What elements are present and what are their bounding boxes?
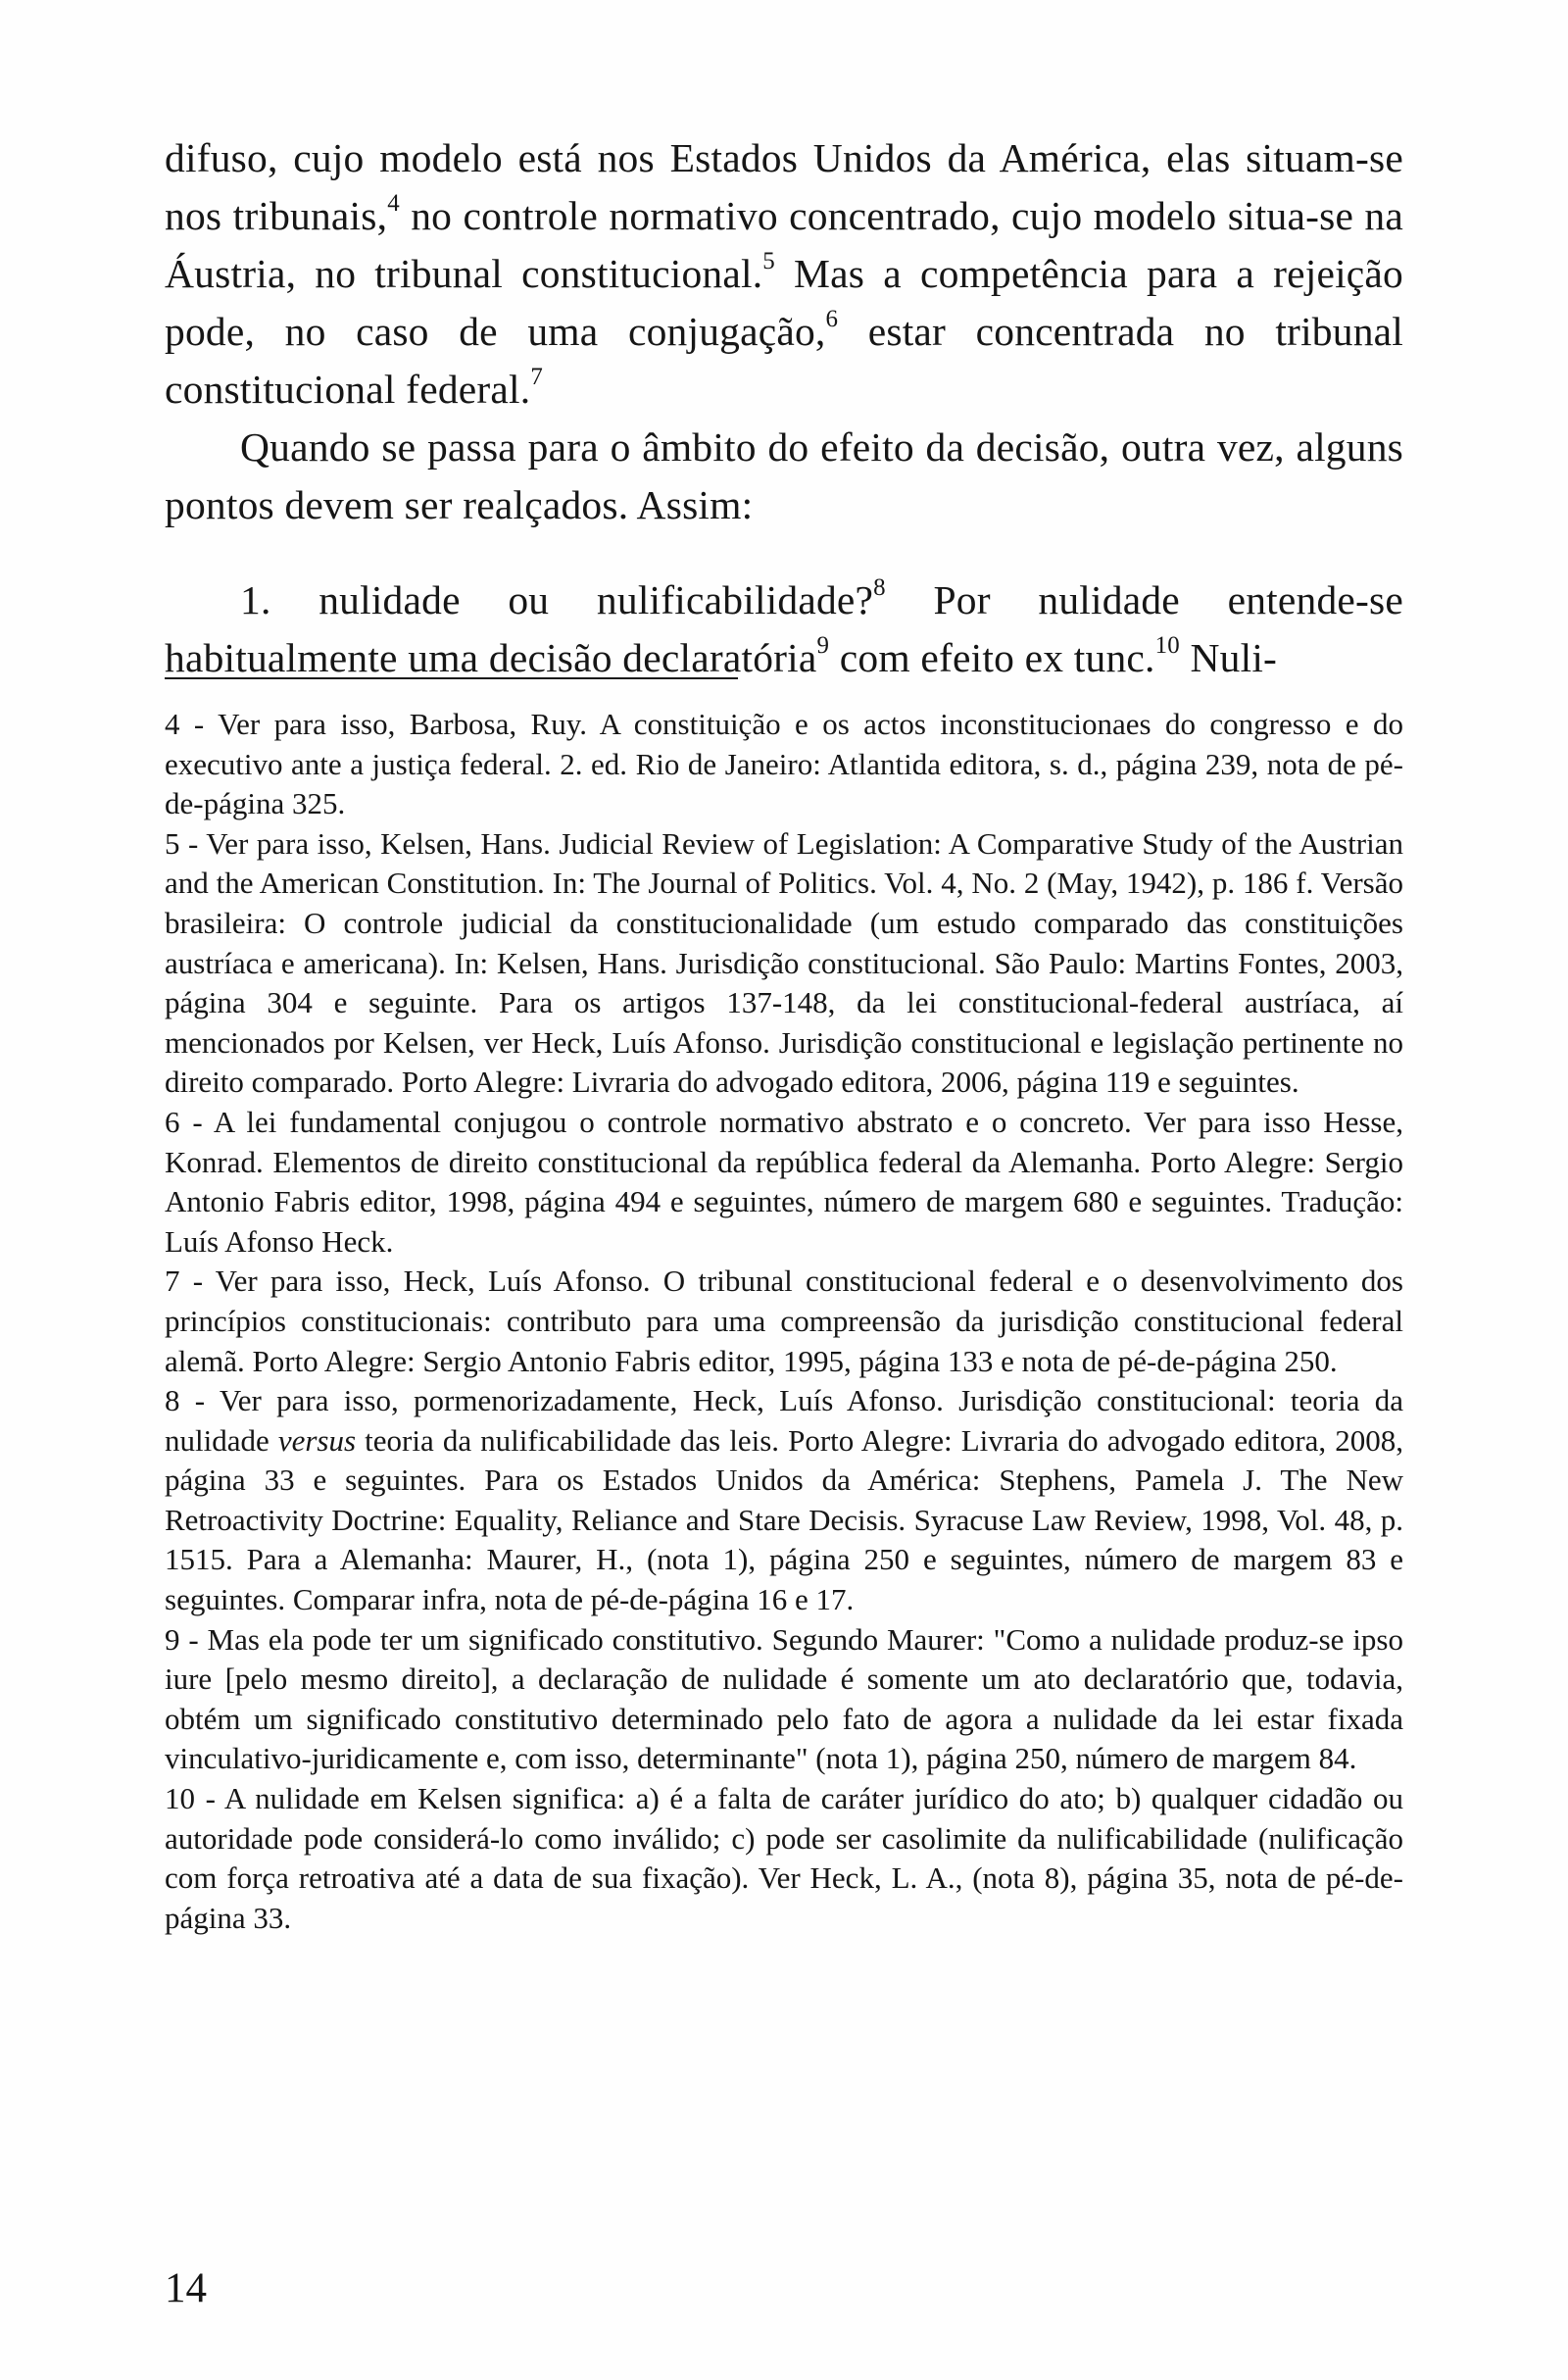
text-span: no controle normativo concentrado, cujo modelo situa-se na Áustria, no tribunal constitucional. bbox=[165, 193, 1403, 296]
footnote-10: 10 - A nulidade em Kelsen significa: a) é a falta de caráter jurídico do ato; b) qualquer cidadão ou autoridade pode considerá-lo como inválido; c) pode ser casolimite da nulificabilidade (nulificação com força retroativa até a data de sua fixação). Ver Heck, L. A., (nota 8), página 35, nota de pé-de-página 33. bbox=[165, 1781, 1403, 1935]
paragraph-2: Quando se passa para o âmbito do efeito da decisão, outra vez, alguns pontos devem ser realçados. Assim: bbox=[165, 424, 1403, 527]
text-span: Por nulidade entende-se habitualmente uma decisão declaratória bbox=[165, 577, 1403, 680]
list-item-1 bbox=[165, 571, 1403, 687]
footnotes bbox=[165, 705, 1403, 1938]
text-span: Mas a competência para a rejeição pode, no caso de uma conjugação, bbox=[165, 251, 1403, 354]
footnote-5: 5 - Ver para isso, Kelsen, Hans. Judicial Review of Legislation: A Comparative Study of the Austrian and the American Constitution. In: The Journal of Politics. Vol. 4, No. 2 (May, 1942), p. 186 f. Versão brasileira: O controle judicial da constitucionalidade (um estudo comparado das constituições austríaca e americana). In: Kelsen, Hans. Jurisdição constitucional. São Paulo: Martins Fontes, 2003, página 304 e seguinte. Para os artigos 137-148, da lei constitucional-federal austríaca, aí mencionados por Kelsen, ver Heck, Luís Afonso. Jurisdição constitucional e legislação pertinente no direito comparado. Porto Alegre: Livraria do advogado editora, 2006, página 119 e seguintes. bbox=[165, 825, 1403, 1100]
footnote-ref-8[interactable]: 8 bbox=[873, 574, 886, 602]
footnote-ref-5[interactable]: 5 bbox=[762, 248, 775, 275]
footnote-7: 7 - Ver para isso, Heck, Luís Afonso. O tribunal constitucional federal e o desenvolvimento dos princípios constitucionais: contributo para uma compreensão da jurisdição constitucional federal alemã. Porto Alegre: Sergio Antonio Fabris editor, 1995, página 133 e nota de pé-de-página 250. bbox=[165, 1264, 1403, 1378]
text-span: estar concentrada no tribunal constitucional federal. bbox=[165, 309, 1404, 412]
text-span: com efeito ex tunc. bbox=[829, 635, 1155, 680]
footnote-4: 4 - Ver para isso, Barbosa, Ruy. A constituição e os actos inconstitucionaes do congresso e do executivo ante a justiça federal. 2. ed. Rio de Janeiro: Atlantida editora, s. d., página 239, nota de pé-de-página 325. bbox=[165, 707, 1403, 821]
text-span: difuso, cujo modelo está nos Estados Unidos da América, elas situam-se nos tribunais, bbox=[165, 135, 1403, 238]
paragraph-1 bbox=[165, 129, 1403, 419]
text-span: Nuli- bbox=[1179, 635, 1278, 680]
text-span: 8 - Ver para isso, pormenorizadamente, Heck, Luís Afonso. Jurisdição constitucional: teoria da nulidade bbox=[165, 1383, 1403, 1458]
footnote-8 bbox=[165, 1381, 1403, 1620]
footnote-ref-9[interactable]: 9 bbox=[816, 632, 830, 660]
footnote-separator bbox=[165, 677, 738, 679]
main-text bbox=[165, 129, 1403, 687]
page-number: 14 bbox=[165, 2265, 207, 2311]
footnote-ref-7[interactable]: 7 bbox=[530, 364, 543, 391]
footnote-ref-4[interactable]: 4 bbox=[387, 190, 400, 218]
footnote-ref-10[interactable]: 10 bbox=[1154, 632, 1180, 660]
text-span: teoria da nulificabilidade das leis. Porto Alegre: Livraria do advogado editora, 2008, página 33 e seguintes. Para os Estados Unidos da América: Stephens, Pamela J. The New Retroactivity Doctrine: Equality, Reliance and Stare Decisis. Syracuse Law Review, 1998, Vol. 48, p. 1515. Para a Alemanha: Maurer, H., (nota 1), página 250 e seguintes, número de margem 83 e seguintes. Comparar infra, nota de pé-de-página 16 e 17. bbox=[165, 1422, 1403, 1617]
text-span: 1. nulidade ou nulificabilidade? bbox=[240, 577, 874, 622]
footnote-9: 9 - Mas ela pode ter um significado constitutivo. Segundo Maurer: "Como a nulidade produz-se ipso iure [pelo mesmo direito], a declaração de nulidade é somente um ato declaratório que, todavia, obtém um significado constitutivo determinado pelo fato de agora a nulidade da lei estar fixada vinculativo-juridicamente e, com isso, determinante" (nota 1), página 250, número de margem 84. bbox=[165, 1621, 1403, 1776]
italic-term: versus bbox=[277, 1422, 357, 1458]
footnote-ref-6[interactable]: 6 bbox=[825, 306, 839, 333]
footnote-6: 6 - A lei fundamental conjugou o controle normativo abstrato e o concreto. Ver para isso Hesse, Konrad. Elementos de direito constitucional da república federal da Alemanha. Porto Alegre: Sergio Antonio Fabris editor, 1998, página 494 e seguintes, número de margem 680 e seguintes. Tradução: Luís Afonso Heck. bbox=[165, 1104, 1403, 1259]
